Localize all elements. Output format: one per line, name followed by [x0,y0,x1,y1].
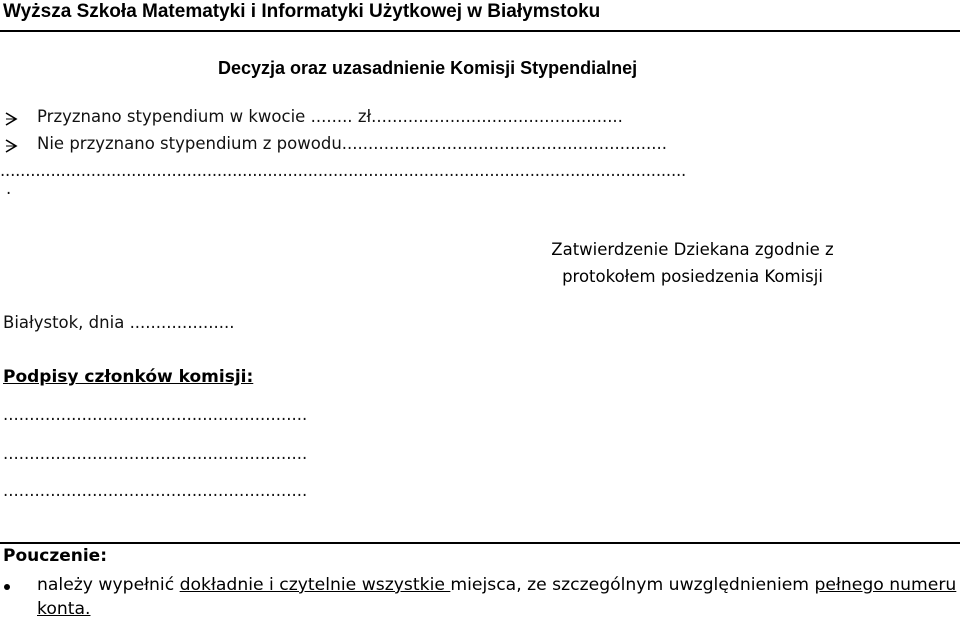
granted-account-field: ................................................ [371,107,623,126]
denied-reason-field: .............................................................. [341,134,667,153]
bullet-dot-icon [4,584,10,590]
instructions-divider [0,542,960,544]
signature-line: .......................................................... [3,444,308,463]
instruction-part-2: dokładnie i czytelnie wszystkie [179,575,451,595]
instruction-part-3: miejsca, ze szczególnym uwzględnieniem [450,575,815,595]
option-granted [37,107,623,126]
currency-label: zł [357,107,372,126]
denied-continuation-line: ........................................................................................................................................ [0,161,687,180]
instructions-heading: Pouczenie: [3,546,108,566]
date-field: .................... [129,313,235,332]
arrow-bullet-icon [4,138,18,154]
granted-amount-field: ........ [310,107,353,126]
header-divider [0,30,960,32]
denied-prefix: Nie przyznano stypendium z powodu [37,134,342,153]
instruction-text [37,573,960,621]
arrow-bullet-icon [4,111,18,127]
denied-final-dot: . [6,179,12,198]
instruction-part-1: należy wypełnić [37,575,180,595]
option-denied [37,134,667,153]
signatures-heading: Podpisy członków komisji: [3,367,254,387]
dean-approval [520,236,865,290]
place-date-label: Białystok, dnia [3,313,125,332]
granted-prefix: Przyznano stypendium w kwocie [37,107,306,126]
place-date [3,313,234,332]
approval-line-1: Zatwierdzenie Dziekana zgodnie z [551,240,834,259]
institution-header: Wyższa Szkoła Matematyki i Informatyki Użytkowej w Białymstoku [3,1,601,22]
signature-line: .......................................................... [3,405,308,424]
document-title: Decyzja oraz uzasadnienie Komisji Stypendialnej [218,58,638,78]
instruction-part-4: pełnego numeru konta. [37,575,957,619]
approval-line-2: protokołem posiedzenia Komisji [562,267,823,286]
signature-line: .......................................................... [3,481,308,500]
